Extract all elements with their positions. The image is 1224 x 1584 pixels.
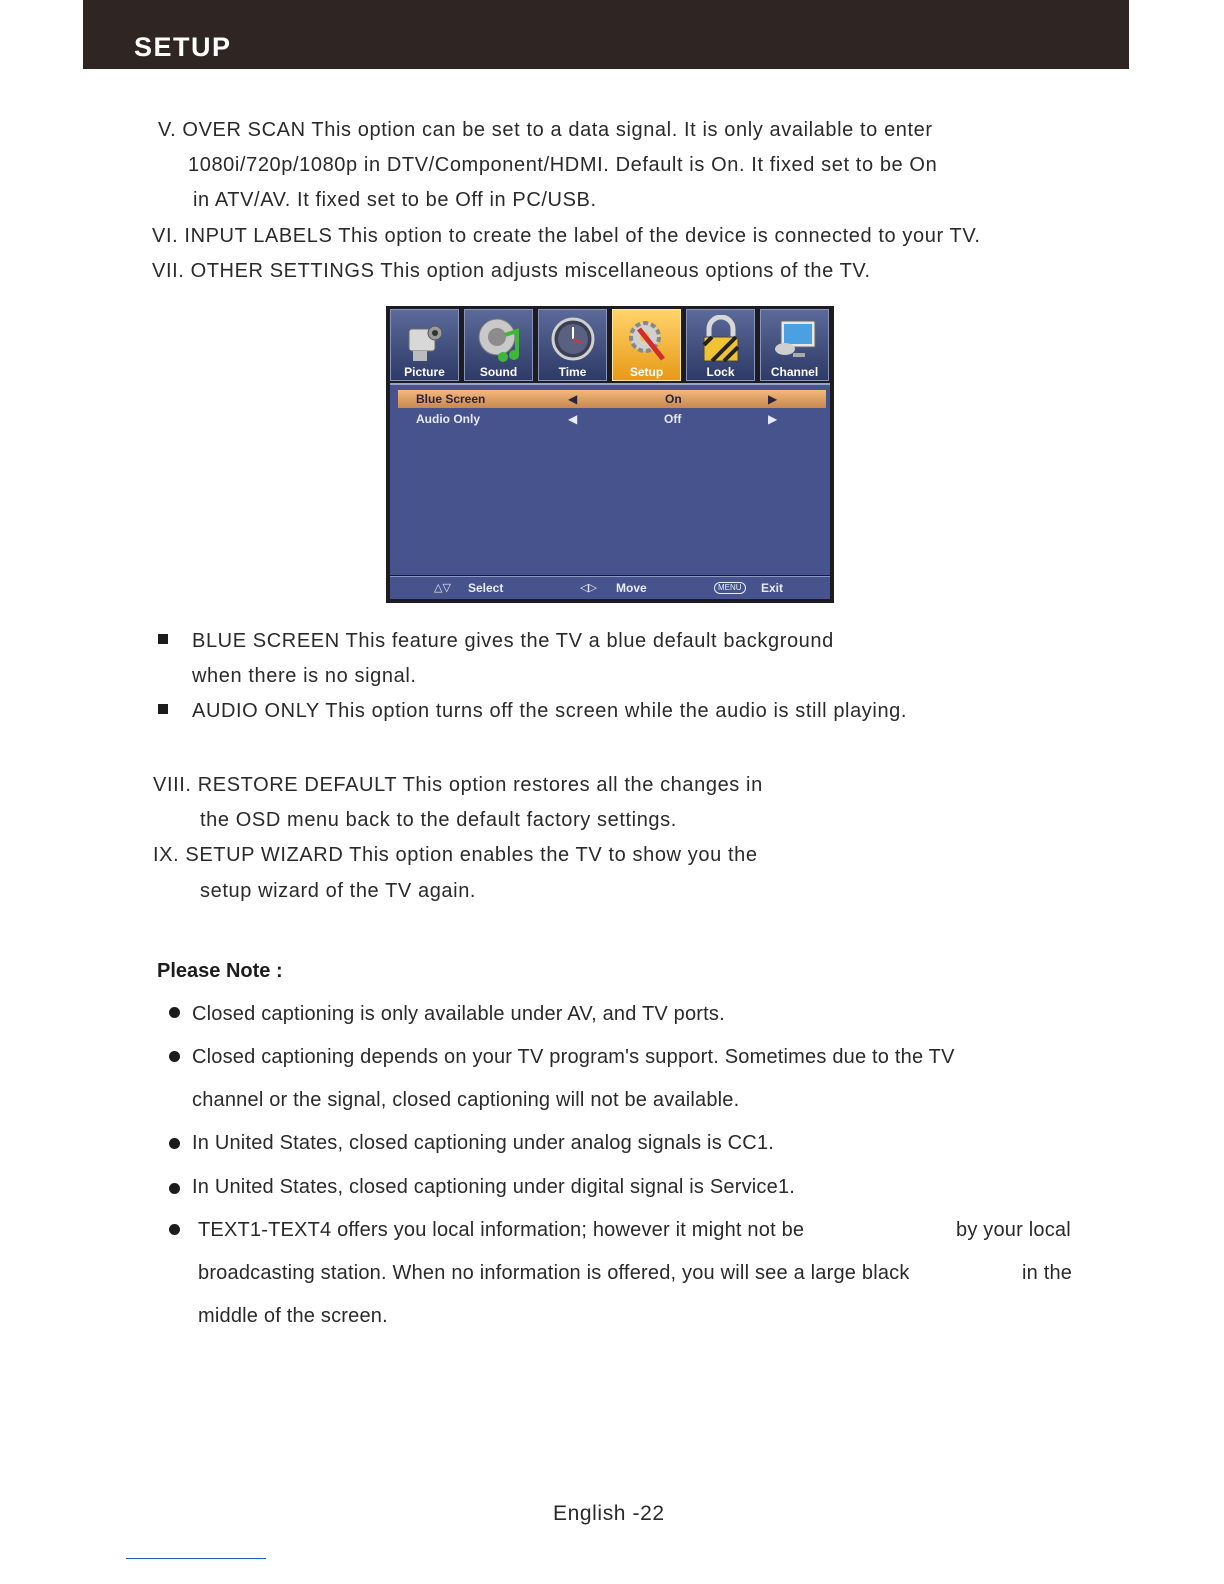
tab-label: Channel <box>770 365 819 379</box>
osd-row-label: Blue Screen <box>416 392 486 406</box>
dot-bullet-icon <box>169 1051 180 1062</box>
square-bullet-icon <box>158 704 168 714</box>
speaker-music-icon <box>477 315 521 367</box>
note-line: Closed captioning depends on your TV program's support. Sometimes due to the TV <box>192 1046 955 1068</box>
tab-channel[interactable] <box>760 309 829 381</box>
osd-row-audio-only[interactable] <box>398 410 826 428</box>
setup-wizard-line-2: setup wizard of the TV again. <box>200 880 477 902</box>
osd-row-value: Off <box>664 412 682 426</box>
osd-footer <box>390 576 830 599</box>
dot-bullet-icon <box>169 1007 180 1018</box>
note-line: TEXT1-TEXT4 offers you local information; however it might not be <box>198 1219 805 1241</box>
arrow-left-icon[interactable]: ◀ <box>568 412 578 426</box>
tab-sound[interactable] <box>464 309 533 381</box>
note-line: Closed captioning is only available under AV, and TV ports. <box>192 1003 725 1025</box>
audio-only-line: AUDIO ONLY This option turns off the screen while the audio is still playing. <box>192 700 908 722</box>
header-bar <box>83 0 1129 69</box>
note-line: channel or the signal, closed captioning will not be available. <box>192 1089 740 1111</box>
lock-icon <box>699 315 743 367</box>
note-line: middle of the screen. <box>198 1305 388 1327</box>
other-settings-line: VII. OTHER SETTINGS This option adjusts miscellaneous options of the TV. <box>152 260 871 282</box>
page-number: English -22 <box>553 1502 665 1525</box>
over-scan-line-3: in ATV/AV. It fixed set to be Off in PC/USB. <box>193 189 597 211</box>
tab-lock[interactable] <box>686 309 755 381</box>
note-title: Please Note : <box>157 960 283 982</box>
square-bullet-icon <box>158 634 168 644</box>
note-line: broadcasting station. When no information is offered, you will see a large black <box>198 1262 910 1284</box>
dot-bullet-icon <box>169 1183 180 1194</box>
tab-picture[interactable] <box>390 309 459 381</box>
restore-default-line-2: the OSD menu back to the default factory settings. <box>200 809 677 831</box>
blue-screen-line-1: BLUE SCREEN This feature gives the TV a blue default background <box>192 630 834 652</box>
arrow-right-icon[interactable]: ▶ <box>768 392 778 406</box>
exit-hint: Exit <box>761 581 784 595</box>
gear-tools-icon <box>625 315 669 367</box>
osd-row-blue-screen[interactable] <box>398 390 826 408</box>
osd-row-label: Audio Only <box>416 412 480 426</box>
restore-default-line-1: VIII. RESTORE DEFAULT This option restores all the changes in <box>153 774 763 796</box>
tab-label: Picture <box>404 365 445 379</box>
camcorder-icon <box>403 315 447 367</box>
tab-label: Setup <box>629 365 664 379</box>
over-scan-line-1: V. OVER SCAN This option can be set to a data signal. It is only available to enter <box>158 119 933 141</box>
note-line: in the <box>1022 1262 1073 1284</box>
move-hint: Move <box>616 581 647 595</box>
left-right-icon: ◁▷ <box>580 582 597 594</box>
menu-key-icon: MENU <box>714 582 746 594</box>
page-title: SETUP <box>134 32 232 62</box>
osd-settings-panel <box>390 383 830 575</box>
select-hint: Select <box>468 581 504 595</box>
blue-screen-line-2: when there is no signal. <box>192 665 417 687</box>
tab-label: Sound <box>479 365 518 379</box>
tab-label: Time <box>558 365 587 379</box>
clock-icon <box>551 315 595 367</box>
osd-row-value: On <box>665 392 682 406</box>
monitor-icon <box>773 315 817 367</box>
tab-label: Lock <box>706 365 735 379</box>
note-line: by your local <box>956 1219 1071 1241</box>
osd-menu <box>386 306 834 603</box>
arrow-left-icon[interactable]: ◀ <box>568 392 578 406</box>
footer-divider <box>126 1558 266 1559</box>
arrow-right-icon[interactable]: ▶ <box>768 412 778 426</box>
dot-bullet-icon <box>169 1224 180 1235</box>
note-line: In United States, closed captioning under analog signals is CC1. <box>192 1132 775 1154</box>
tab-setup[interactable] <box>612 309 681 381</box>
over-scan-line-2: 1080i/720p/1080p in DTV/Component/HDMI. Default is On. It fixed set to be On <box>188 154 938 176</box>
up-down-icon: △▽ <box>434 582 451 594</box>
setup-wizard-line-1: IX. SETUP WIZARD This option enables the TV to show you the <box>153 844 758 866</box>
dot-bullet-icon <box>169 1138 180 1149</box>
tab-time[interactable] <box>538 309 607 381</box>
note-line: In United States, closed captioning under digital signal is Service1. <box>192 1176 796 1198</box>
input-labels-line: VI. INPUT LABELS This option to create the label of the device is connected to your TV. <box>152 225 981 247</box>
